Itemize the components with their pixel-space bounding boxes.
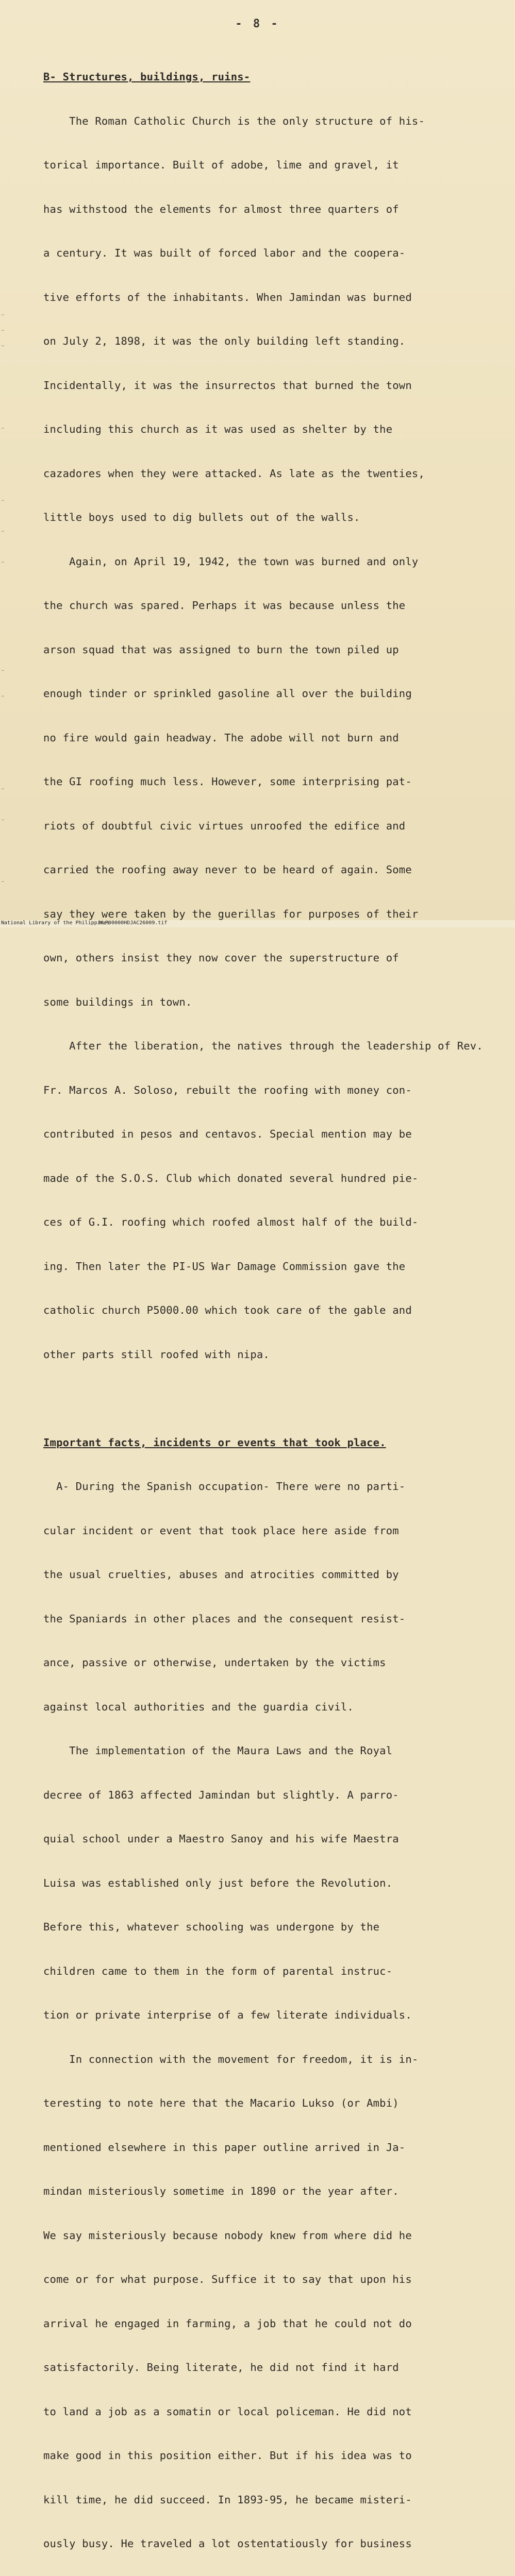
text-line: contributed in pesos and centavos. Special mention may be bbox=[43, 1128, 412, 1140]
text-line: cazadores when they were attacked. As late as the twenties, bbox=[43, 467, 425, 480]
text-line: the Spaniards in other places and the consequent resist- bbox=[43, 1612, 406, 1625]
text-line: carried the roofing away never to be heard of again. Some bbox=[43, 863, 412, 876]
text-line: enough tinder or sprinkled gasoline all over the building bbox=[43, 687, 412, 700]
section-heading: Important facts, incidents or events that took place. bbox=[43, 1436, 386, 1449]
text-line: to land a job as a somatin or local policeman. He did not bbox=[43, 2405, 412, 2418]
text-line: the church was spared. Perhaps it was because unless the bbox=[43, 599, 406, 612]
text-line: ces of G.I. roofing which roofed almost half of the build- bbox=[43, 1216, 419, 1228]
text-line: the usual cruelties, abuses and atrocities committed by bbox=[43, 1568, 399, 1581]
bleed-mark: - bbox=[0, 814, 6, 825]
text-line: ing. Then later the PI-US War Damage Commission gave the bbox=[43, 1260, 406, 1273]
bleed-mark: - bbox=[0, 876, 6, 887]
text-line: The implementation of the Maura Laws and the Royal bbox=[43, 1744, 393, 1757]
text-line: own, others insist they now cover the superstructure of bbox=[43, 952, 399, 964]
typewritten-text bbox=[43, 40, 497, 2576]
scan-footer bbox=[0, 920, 515, 927]
text-line: other parts still roofed with nipa. bbox=[43, 1348, 270, 1361]
text-line: mindan misteriously sometime in 1890 or the year after. bbox=[43, 2185, 399, 2197]
text-line: make good in this position either. But if his idea was to bbox=[43, 2449, 412, 2462]
text-line: The Roman Catholic Church is the only structure of his- bbox=[43, 114, 425, 127]
text-line: We say misteriously because nobody knew from where did he bbox=[43, 2229, 412, 2242]
text-line: say they were taken by the guerillas for purposes of their bbox=[43, 907, 419, 920]
bleed-mark: - bbox=[0, 309, 6, 320]
text-line: has withstood the elements for almost three quarters of bbox=[43, 202, 399, 215]
text-line: riots of doubtful civic virtues unroofed the edifice and bbox=[43, 819, 406, 832]
text-line: little boys used to dig bullets out of the walls. bbox=[43, 511, 360, 523]
text-line: arrival he engaged in farming, a job that he could not do bbox=[43, 2317, 412, 2330]
text-line: Incidentally, it was the insurrectos that burned the town bbox=[43, 379, 412, 392]
bleed-mark: - bbox=[0, 665, 6, 675]
text-line: mentioned elsewhere in this paper outline arrived in Ja- bbox=[43, 2141, 406, 2154]
text-line: Before this, whatever schooling was undergone by the bbox=[43, 1921, 380, 1933]
text-line: ance, passive or otherwise, undertaken by the victims bbox=[43, 1656, 386, 1669]
bleed-mark: - bbox=[0, 556, 6, 567]
bleed-mark: - bbox=[0, 783, 6, 794]
text-line: After the liberation, the natives through the leadership of Rev. bbox=[43, 1040, 483, 1052]
bleed-mark: - bbox=[0, 526, 6, 536]
bleed-mark: - bbox=[0, 340, 6, 351]
text-line: come or for what purpose. Suffice it to say that upon his bbox=[43, 2273, 412, 2285]
text-line: Again, on April 19, 1942, the town was burned and only bbox=[43, 555, 419, 568]
text-line: teresting to note here that the Macario Lukso (or Ambi) bbox=[43, 2097, 399, 2109]
text-line: tive efforts of the inhabitants. When Jamindan was burned bbox=[43, 291, 412, 303]
text-line: including this church as it was used as shelter by the bbox=[43, 423, 393, 435]
text-line: tion or private interprise of a few literate individuals. bbox=[43, 2009, 412, 2021]
text-line: made of the S.O.S. Club which donated several hundred pie- bbox=[43, 1172, 419, 1184]
section-heading: B- Structures, buildings, ruins- bbox=[43, 71, 251, 83]
text-line: on July 2, 1898, it was the only building left standing. bbox=[43, 335, 406, 347]
file-name: NLP00000HDJAC26009.tif bbox=[99, 920, 168, 926]
bleed-mark: - bbox=[0, 325, 6, 335]
blank-line bbox=[43, 1391, 497, 1406]
text-line: against local authorities and the guardia civil. bbox=[43, 1700, 354, 1713]
text-line: arson squad that was assigned to burn the town piled up bbox=[43, 643, 399, 656]
text-line: quial school under a Maestro Sanoy and his wife Maestra bbox=[43, 1833, 399, 1845]
text-line: ously busy. He traveled a lot ostentatiously for business bbox=[43, 2537, 412, 2550]
text-line: children came to them in the form of parental instruc- bbox=[43, 1964, 393, 1977]
text-line: kill time, he did succeed. In 1893-95, he became misteri- bbox=[43, 2493, 412, 2506]
text-line: the GI roofing much less. However, some interprising pat- bbox=[43, 775, 412, 788]
page-number: - 8 - bbox=[235, 18, 280, 30]
text-line: cular incident or event that took place here aside from bbox=[43, 1524, 399, 1537]
text-line: no fire would gain headway. The adobe will not burn and bbox=[43, 731, 399, 744]
text-line: In connection with the movement for freedom, it is in- bbox=[43, 2053, 419, 2065]
text-line: decree of 1863 affected Jamindan but slightly. A parro- bbox=[43, 1788, 399, 1801]
bleed-mark: - bbox=[0, 422, 6, 433]
bleed-mark: - bbox=[0, 495, 6, 505]
text-line: Luisa was established only just before the Revolution. bbox=[43, 1876, 393, 1889]
text-line: Fr. Marcos A. Soloso, rebuilt the roofing with money con- bbox=[43, 1083, 412, 1096]
bleed-mark: - bbox=[0, 690, 6, 701]
text-line: catholic church P5000.00 which took care of the gable and bbox=[43, 1304, 412, 1316]
text-line: torical importance. Built of adobe, lime and gravel, it bbox=[43, 159, 399, 171]
text-line: some buildings in town. bbox=[43, 995, 192, 1008]
text-line: satisfactorily. Being literate, he did not find it hard bbox=[43, 2361, 399, 2374]
text-line: a century. It was built of forced labor and the coopera- bbox=[43, 247, 406, 259]
text-line: A- During the Spanish occupation- There were no parti- bbox=[43, 1480, 406, 1493]
library-credit: National Library of the Philippines bbox=[1, 920, 110, 926]
